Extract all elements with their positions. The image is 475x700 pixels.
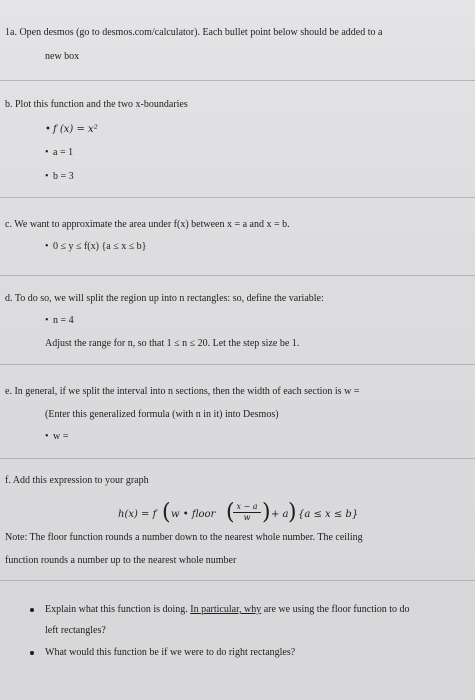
part-f-heading: f. Add this expression to your graph: [5, 475, 149, 486]
part-d-heading: d. To do so, we will split the region up into n rectangles: so, define the variable:: [5, 293, 324, 304]
question-1-line1: Explain what this function is doing. In particular, why are we using the floor function to do: [45, 604, 410, 615]
part-f-note-line2: function rounds a number up to the nearest whole number: [5, 555, 237, 566]
part-b-bullet-2: • a = 1: [45, 147, 74, 158]
formula-fraction: [233, 502, 261, 523]
formula-lhs: h(x) = f: [118, 509, 157, 520]
divider: [0, 580, 475, 581]
part-d-note: Adjust the range for n, so that 1 ≤ n ≤ 20. Let the step size be 1.: [45, 338, 300, 349]
part-b-bullet-3: • b = 3: [45, 171, 74, 182]
part-e-heading: e. In general, if we split the interval into n sections, then the width of each section is w =: [5, 386, 360, 397]
divider: [0, 275, 475, 276]
bullet-icon: [30, 651, 34, 655]
formula-paren-close: ): [288, 500, 297, 525]
bullet-icon: [30, 608, 34, 612]
question-2: What would this function be if we were to do right rectangles?: [45, 647, 296, 658]
part-1a-line2: new box: [45, 51, 80, 62]
part-d-bullet: • n = 4: [45, 315, 74, 326]
formula-fraction-denominator: w: [243, 513, 251, 522]
divider: [0, 80, 475, 81]
part-c-heading: c. We want to approximate the area under f(x) between x = a and x = b.: [5, 219, 290, 230]
part-b-bullet-1: • f (x) = x²: [45, 124, 98, 135]
formula-inner-paren-close: ): [262, 500, 271, 525]
part-e-bullet: • w =: [45, 431, 69, 442]
part-1a-line1: 1a. Open desmos (go to desmos.com/calculator). Each bullet point below should be added to a: [5, 27, 383, 38]
formula-fraction-numerator: x − a: [233, 502, 261, 513]
divider: [0, 458, 475, 459]
part-e-note: (Enter this generalized formula (with n in it) into Desmos): [45, 409, 279, 420]
formula-inner-left: w • floor: [171, 509, 216, 520]
formula-plus-a: + a: [271, 509, 289, 520]
formula-domain: {a ≤ x ≤ b}: [298, 509, 359, 520]
part-b-heading: b. Plot this function and the two x-boundaries: [5, 99, 188, 110]
formula-paren-open: (: [162, 500, 171, 525]
formula-inner-paren-open: (: [226, 500, 235, 525]
part-c-bullet: • 0 ≤ y ≤ f(x) {a ≤ x ≤ b}: [45, 241, 147, 252]
divider: [0, 197, 475, 198]
divider: [0, 364, 475, 365]
part-f-note-line1: Note: The floor function rounds a number down to the nearest whole number. The ceiling: [5, 532, 363, 543]
question-1-line2: left rectangles?: [45, 625, 106, 636]
